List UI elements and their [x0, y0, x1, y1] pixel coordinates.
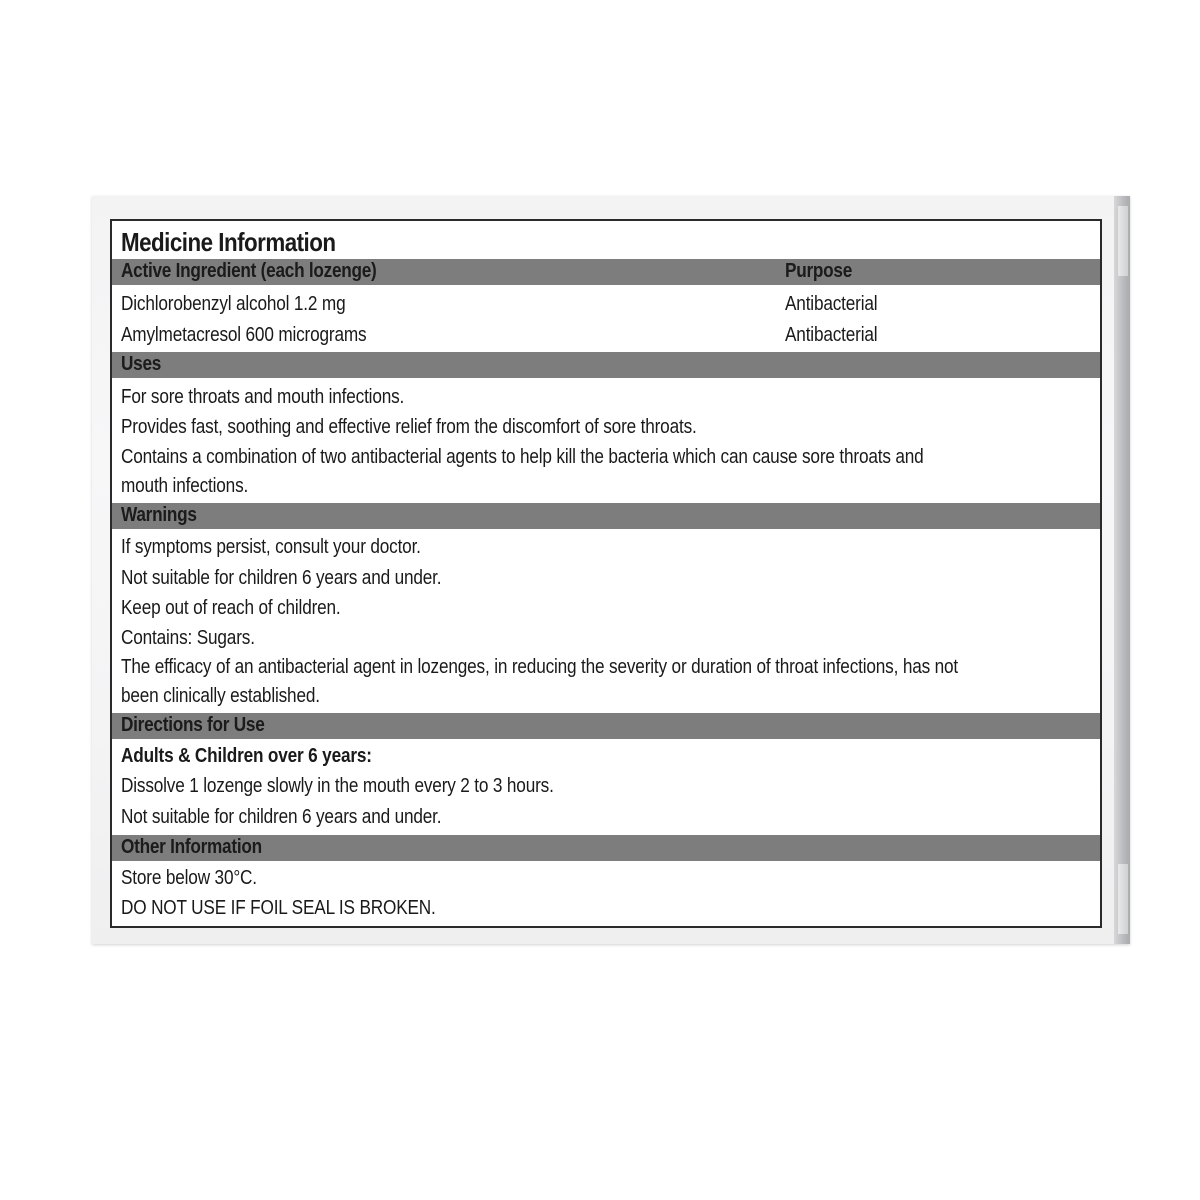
other-info-line-1: Store below 30°C. — [121, 867, 257, 889]
active-ingredient-header: Active Ingredient (each lozenge) — [121, 260, 377, 282]
box-side-edge — [1114, 196, 1130, 944]
medicine-information-panel — [110, 219, 1102, 928]
active-ingredient-header-bar — [112, 259, 1100, 285]
purpose-row-2: Antibacterial — [785, 324, 878, 346]
box-edge-notch-top — [1118, 206, 1128, 276]
warnings-line-3: Keep out of reach of children. — [121, 597, 341, 619]
directions-header-bar — [112, 713, 1100, 739]
panel-title: Medicine Information — [121, 227, 336, 257]
warnings-line-5: The efficacy of an antibacterial agent in lozenges, in reducing the severity or duration of throat infections, has not — [121, 656, 959, 678]
warnings-line-1: If symptoms persist, consult your doctor. — [121, 536, 421, 558]
purpose-row-1: Antibacterial — [785, 293, 878, 315]
uses-header: Uses — [121, 353, 162, 375]
directions-header: Directions for Use — [121, 714, 265, 736]
warnings-header-bar — [112, 503, 1100, 529]
ingredient-row-1: Dichlorobenzyl alcohol 1.2 mg — [121, 293, 346, 315]
other-info-header-bar — [112, 835, 1100, 861]
warnings-header: Warnings — [121, 504, 197, 526]
directions-subheader: Adults & Children over 6 years: — [121, 745, 372, 767]
uses-header-bar — [112, 352, 1100, 378]
ingredient-row-2: Amylmetacresol 600 micrograms — [121, 324, 367, 346]
directions-line-2: Not suitable for children 6 years and under. — [121, 806, 442, 828]
uses-line-4: mouth infections. — [121, 475, 249, 497]
other-info-header: Other Information — [121, 836, 262, 858]
other-info-line-2: DO NOT USE IF FOIL SEAL IS BROKEN. — [121, 897, 436, 919]
box-edge-notch-bottom — [1118, 864, 1128, 934]
directions-line-1: Dissolve 1 lozenge slowly in the mouth every 2 to 3 hours. — [121, 775, 554, 797]
uses-line-3: Contains a combination of two antibacterial agents to help kill the bacteria which can cause sore throats and — [121, 446, 924, 468]
purpose-header: Purpose — [785, 260, 853, 282]
warnings-line-4: Contains: Sugars. — [121, 627, 255, 649]
uses-line-2: Provides fast, soothing and effective relief from the discomfort of sore throats. — [121, 416, 697, 438]
uses-line-1: For sore throats and mouth infections. — [121, 386, 405, 408]
warnings-line-2: Not suitable for children 6 years and under. — [121, 567, 442, 589]
warnings-line-6: been clinically established. — [121, 685, 320, 707]
